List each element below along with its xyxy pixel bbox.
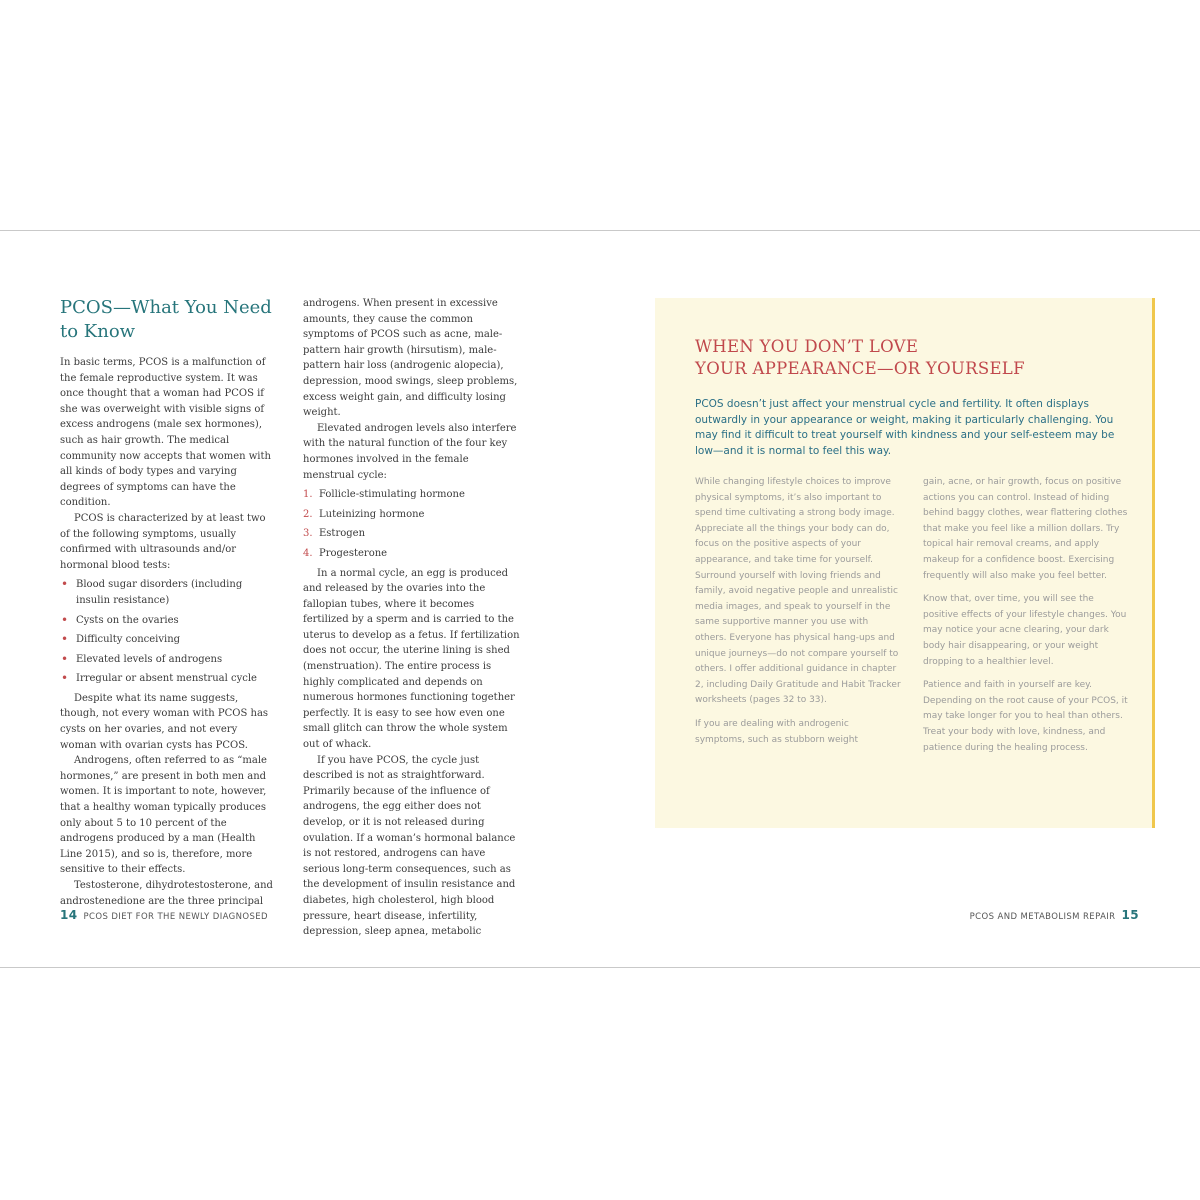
sidebar-title-line: WHEN YOU DON’T LOVE: [695, 337, 919, 356]
section-title: PCOS—What You Need to Know: [60, 297, 272, 342]
paragraph: Patience and faith in yourself are key. Depending on the root cause of your PCOS, it may take longer for you to heal than others. Treat your body with love, kindness, and patience during the healing process.: [923, 680, 1128, 753]
paragraph: In basic terms, PCOS is a malfunction of the female reproductive system. It was once thought that a woman had PCOS if she was overweight with visible signs of excess androgens (male sex hormones), such as hair growth. The medical community now accepts that women with all kinds of body types and varying degrees of symptoms can have the condition.: [60, 357, 271, 509]
list-item: [303, 526, 521, 542]
paragraph: Despite what its name suggests, though, not every woman with PCOS has cysts on her ovaries, and not every woman with ovarian cysts has PCOS.: [60, 692, 269, 751]
left-column-1: [60, 355, 276, 909]
running-head: PCOS DIET FOR THE NEWLY DIAGNOSED: [83, 912, 269, 922]
page-number: 15: [1121, 908, 1139, 922]
list-item: [303, 546, 521, 562]
list-text: Follicle-stimulating hormone: [319, 489, 465, 501]
sidebar-column-2: [923, 475, 1129, 764]
list-number: 4.: [303, 547, 313, 559]
list-number: 2.: [303, 508, 313, 520]
paragraph: Androgens, often referred to as “male hormones,” are present in both men and women. It is important to note, however, that a healthy woman typically produces only about 5 to 10 percent of the androgens produced by a man (Health Line 2015), and so is, therefore, more sensitive to their effects.: [60, 755, 267, 876]
list-item: • Elevated levels of androgens: [60, 652, 276, 668]
sidebar-title-line: YOUR APPEARANCE—OR YOURSELF: [695, 359, 1025, 378]
paragraph: In a normal cycle, an egg is produced and released by the ovaries into the fallopian tubes, where it becomes fertilized by a sperm and is carried to the uterus to develop as a fetus. If fertilization does not occur, the uterine lining is shed (menstruation). The entire process is highly complicated and depends on numerous hormones functioning together perfectly. It is easy to see how even one small glitch can throw the whole system out of whack.: [303, 567, 520, 751]
sidebar-column-1: [695, 475, 901, 756]
paragraph: If you have PCOS, the cycle just described is not as straightforward. Primarily because of the influence of androgens, the egg either does not develop, or it is not released during ovulation. If a woman’s hormonal balance is not restored, androgens can have serious long-term consequences, such as the development of insulin resistance and diabetes, high cholesterol, high blood pressure, heart disease, infertility, depression, sleep apnea, metabolic: [303, 754, 516, 938]
paragraph: Testosterone, dihydrotestosterone, and androstenedione are the three principal: [60, 880, 273, 907]
list-number: 1.: [303, 489, 313, 501]
running-head: PCOS AND METABOLISM REPAIR: [969, 912, 1116, 922]
paragraph: Know that, over time, you will see the positive effects of your lifestyle changes. You may notice your acne clearing, your dark body hair disappearing, or your weight dropping to a healthier level.: [923, 594, 1127, 667]
list-item: • Cysts on the ovaries: [60, 613, 276, 629]
list-item: • Difficulty conceiving: [60, 632, 276, 648]
sidebar-lead: PCOS doesn’t just affect your menstrual cycle and fertility. It often displays outwardly in your appearance or weight, making it particularly challenging. You may find it difficult to treat yourself with kindness and your self-esteem may be low—and it is normal to feel this way.: [695, 398, 1115, 457]
paragraph: androgens. When present in excessive amounts, they cause the common symptoms of PCOS such as acne, male-pattern hair growth (hirsutism), male-pattern hair loss (androgenic alopecia), depression, mood swings, sleep problems, excess weight gain, and difficulty losing weight.: [303, 298, 518, 419]
footer-left: [60, 908, 268, 922]
left-column-2: [303, 296, 521, 940]
symptom-list: [60, 577, 276, 687]
list-number: 3.: [303, 528, 313, 540]
sidebar-rule: [1152, 298, 1155, 828]
paragraph: While changing lifestyle choices to improve physical symptoms, it’s also important to spend time cultivating a strong body image. Appreciate all the things your body can do, focus on the positive aspects of your appearance, and take time for yourself. Surround yourself with loving friends and family, avoid negative people and unrealistic media images, and speak to yourself in the same supportive manner you use with others. Everyone has physical hang-ups and unique journeys—do not compare yourself to others. I offer additional guidance in chapter 2, including Daily Gratitude and Habit Tracker worksheets (pages 32 to 33).: [695, 477, 901, 706]
paragraph: If you are dealing with androgenic symptoms, such as stubborn weight: [695, 718, 858, 745]
footer-right: [970, 908, 1139, 922]
list-item: [303, 507, 521, 523]
list-text: Progesterone: [319, 547, 388, 559]
sidebar-title: [695, 336, 1125, 380]
list-item: [303, 487, 521, 503]
list-item: • Irregular or absent menstrual cycle: [60, 671, 276, 687]
page-number: 14: [60, 908, 78, 922]
list-text: Estrogen: [319, 528, 366, 540]
list-text: Luteinizing hormone: [319, 508, 425, 520]
list-item: • Blood sugar disorders (including insulin resistance): [60, 577, 276, 608]
paragraph: PCOS is characterized by at least two of the following symptoms, usually confirmed with ultrasounds and/or hormonal blood tests:: [60, 512, 266, 571]
hormone-list: [303, 487, 521, 561]
paragraph: gain, acne, or hair growth, focus on positive actions you can control. Instead of hiding behind baggy clothes, wear flattering clothes that make you feel like a million dollars. Try topical hair removal creams, and apply makeup for a confidence boost. Exercising frequently will also make you feel better.: [923, 477, 1128, 581]
paragraph: Elevated androgen levels also interfere with the natural function of the four key hormones involved in the female menstrual cycle:: [303, 422, 517, 481]
